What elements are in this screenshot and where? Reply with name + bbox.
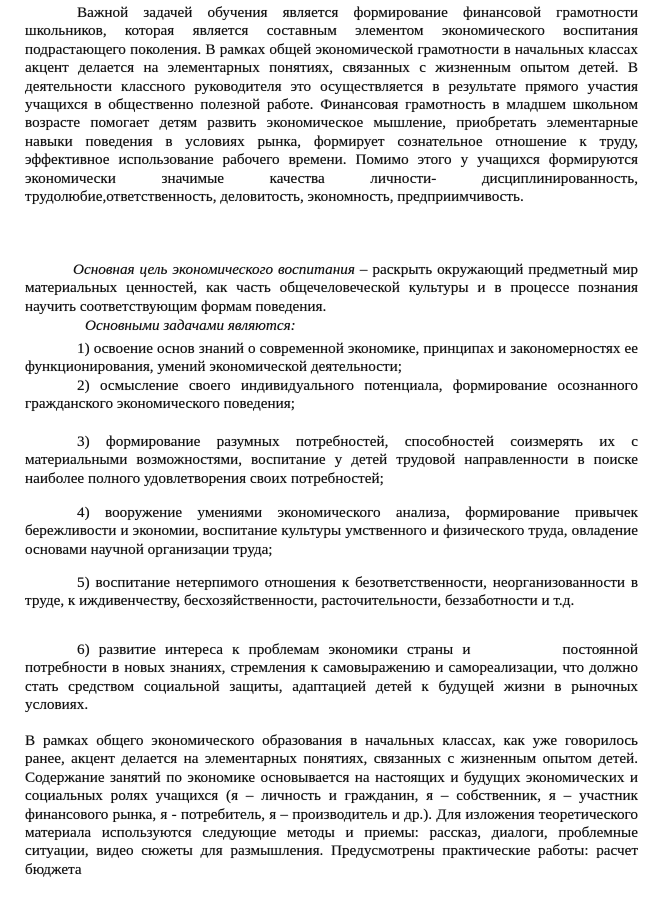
task-2: 2) осмысление своего индивидуального потенциала, формирование осознанного гражданского экономического поведения; <box>25 377 638 413</box>
final-paragraph: В рамках общего экономического образования в начальных классах, как уже говорилось ранее, акцент делается на элементарных понятиях, связанных с жизненным опытом детей. Содержание занятий по экономике основывается на настоящих и будущих экономических и социальных ролях учащихся (я – личность и гражданин, я – собственник, я – участник финансового рынка, я - потребитель, я – производитель и др.). Для изложения теоретического материала используются следующие методы и приемы: рассказ, диалоги, проблемные ситуации, видео сюжеты для размышления. Предусмотрены практические работы: расчет бюджета <box>25 732 638 878</box>
goal-paragraph <box>25 261 638 316</box>
task-6 <box>25 641 638 715</box>
intro-paragraph: Важной задачей обучения является формирование финансовой грамотности школьников, которая является составным элементом экономического воспитания подрастающего поколения. В рамках общей экономической грамотности в начальных классах акцент делается на элементарных понятиях, связанных с жизненным опытом детей. В деятельности классного руководителя это осуществляется в результате прямого участия учащихся в общественно полезной работе. Финансовая грамотность в младшем школьном возрасте помогает детям развить экономическое мышление, приобретать элементарные навыки поведения в условиях рынка, формирует сознательное отношение к труду, эффективное использование рабочего времени. Помимо этого у учащихся формируются экономически значимые качества личности- дисциплинированность, трудолюбие,ответственность, деловитость, экономность, предприимчивость. <box>25 4 638 206</box>
task-6-start: 6) развитие интереса к проблемам экономики страны и <box>77 641 471 658</box>
task-6-end: постоянной потребности в новых знаниях, стремления к самовыражению и самореализации, что должно стать средством социальной защиты, адаптацией детей к будущей жизни в рыночных условиях. <box>25 641 638 714</box>
goal-text: – раскрыть окружающий предметный мир материальных ценностей, как часть общечеловеческой культуры и в процессе познания научить соответствующим формам поведения. <box>25 261 638 315</box>
task-3: 3) формирование разумных потребностей, способностей соизмерять их с материальными возможностями, воспитание у детей трудовой направленности в поиске наиболее полного удовлетворения своих потребностей; <box>25 433 638 487</box>
task-5: 5) воспитание нетерпимого отношения к безответственности, неорганизованности в труде, к иждивенчеству, бесхозяйственности, расточительности, беззаботности и т.д. <box>25 574 638 610</box>
task-4: 4) вооружение умениями экономического анализа, формирование привычек бережливости и экономии, воспитание культуры умственного и физического труда, овладение основами научной организации труда; <box>25 504 638 558</box>
goal-label: Основная цель экономического воспитания <box>73 261 355 278</box>
task-1: 1) освоение основ знаний о современной экономике, принципах и закономерностях ее функционирования, умений экономической деятельности; <box>25 340 638 376</box>
tasks-heading: Основными задачами являются: <box>85 317 296 334</box>
